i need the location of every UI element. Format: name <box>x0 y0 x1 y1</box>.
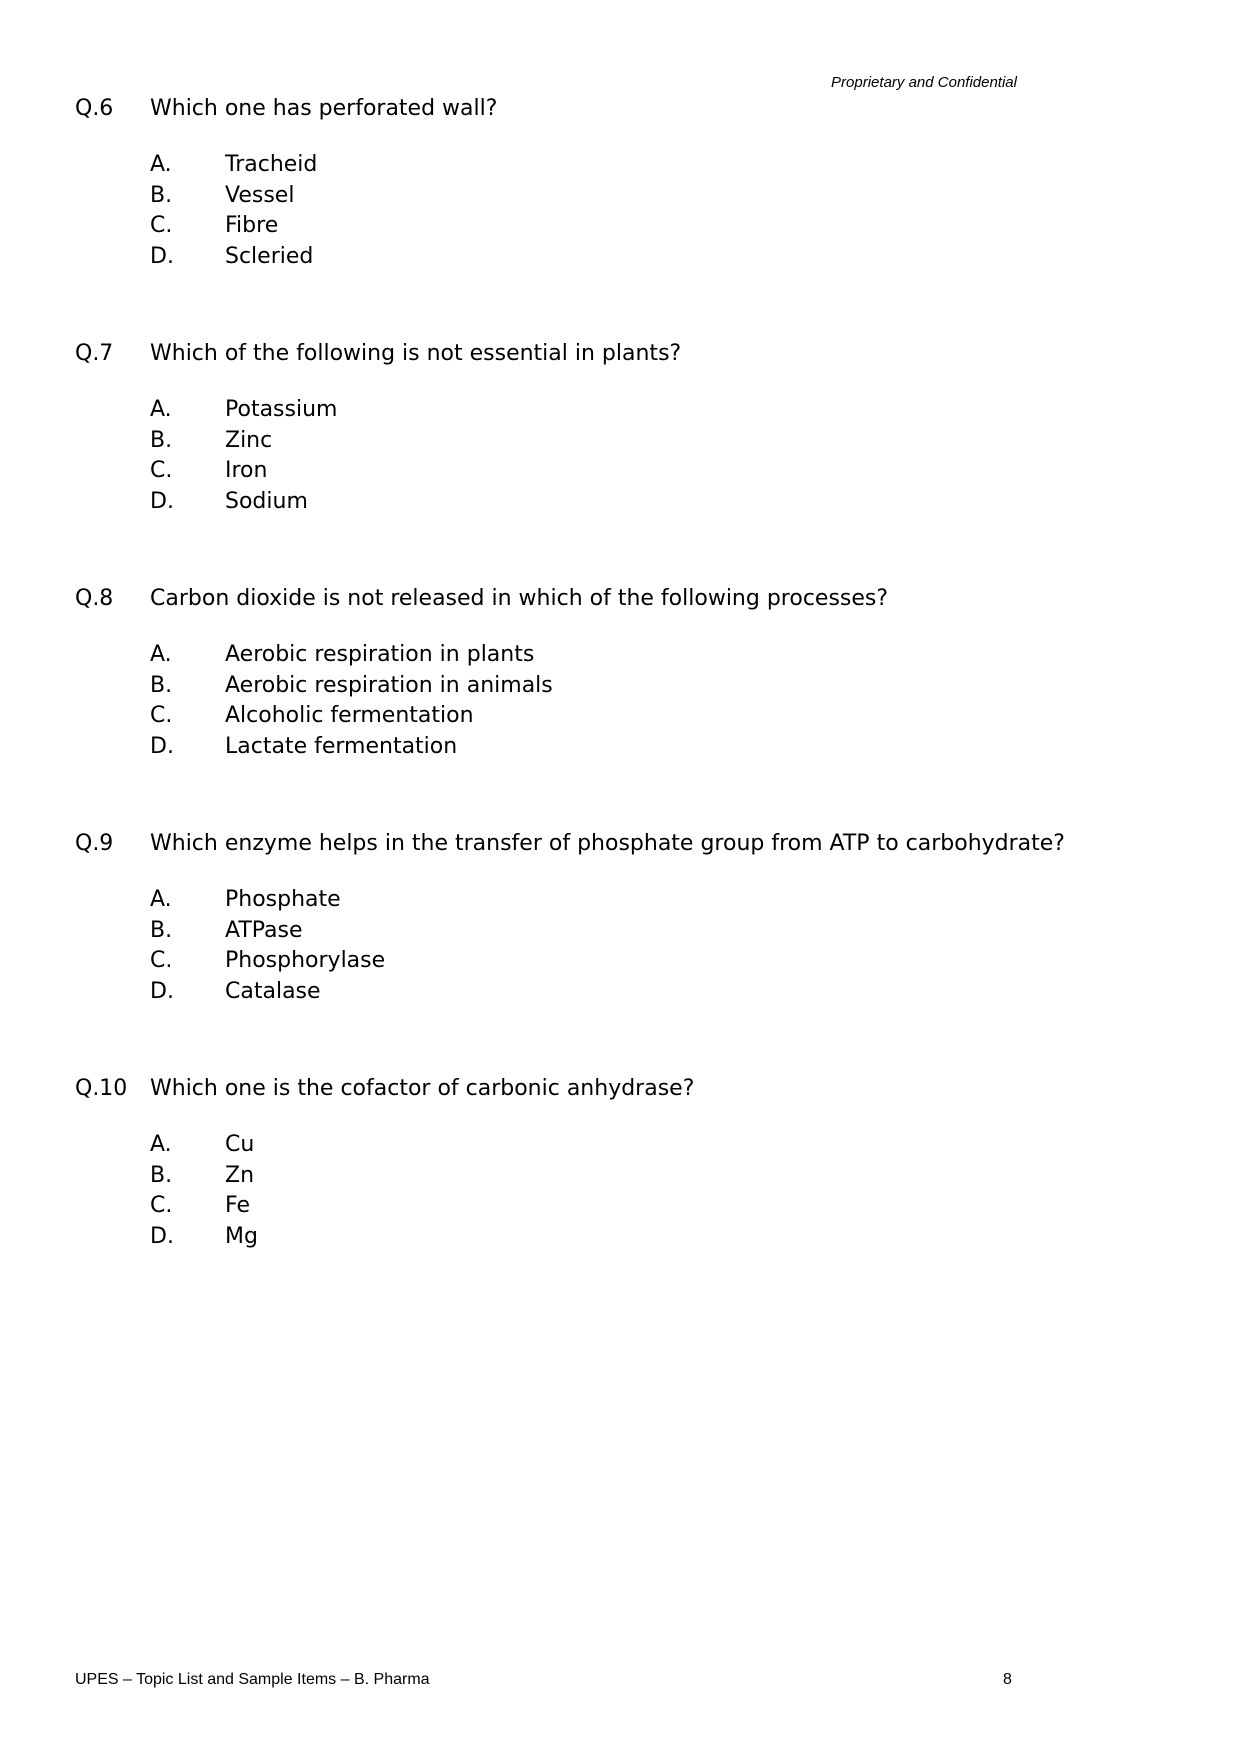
option-text: Mg <box>225 1224 258 1250</box>
option-item <box>150 701 1075 732</box>
option-item <box>150 671 1075 702</box>
option-letter: D. <box>150 489 174 515</box>
option-letter: C. <box>150 948 173 974</box>
option-letter: A. <box>150 152 172 177</box>
option-text: Phosphate <box>225 887 341 912</box>
question-line <box>75 584 1075 614</box>
option-letter: D. <box>150 979 174 1005</box>
option-letter: B. <box>150 917 173 943</box>
option-text: Fe <box>225 1193 250 1219</box>
option-text: Aerobic respiration in animals <box>225 672 553 698</box>
option-list <box>150 1130 1075 1253</box>
option-item <box>150 977 1075 1008</box>
option-letter: C. <box>150 458 173 484</box>
option-item <box>150 1191 1075 1222</box>
question-number: Q.7 <box>75 341 114 366</box>
option-letter: A. <box>150 1132 172 1157</box>
option-text: Scleried <box>225 244 314 270</box>
option-letter: B. <box>150 427 173 453</box>
question-q6 <box>75 94 1075 273</box>
option-letter: C. <box>150 1193 173 1219</box>
question-text: Carbon dioxide is not released in which of the following processes? <box>150 586 889 611</box>
option-text: Zinc <box>225 427 273 453</box>
option-item <box>150 181 1075 212</box>
option-letter: D. <box>150 244 174 270</box>
option-text: Fibre <box>225 213 279 239</box>
option-letter: D. <box>150 1224 174 1250</box>
option-item <box>150 242 1075 273</box>
option-item <box>150 456 1075 487</box>
option-letter: B. <box>150 672 173 698</box>
option-text: Catalase <box>225 979 321 1005</box>
option-text: Potassium <box>225 397 338 422</box>
option-list <box>150 150 1075 273</box>
option-item <box>150 1130 1075 1161</box>
option-item <box>150 1161 1075 1192</box>
page-number: 8 <box>1003 1671 1012 1688</box>
option-letter: B. <box>150 182 173 208</box>
question-q8 <box>75 584 1075 763</box>
option-list <box>150 885 1075 1008</box>
option-list <box>150 640 1075 763</box>
question-number: Q.10 <box>75 1076 128 1101</box>
question-number: Q.9 <box>75 831 114 856</box>
option-text: Aerobic respiration in plants <box>225 642 535 667</box>
option-text: ATPase <box>225 917 303 943</box>
confidential-note: Proprietary and Confidential <box>831 74 1017 91</box>
question-number: Q.8 <box>75 586 114 611</box>
option-text: Lactate fermentation <box>225 734 458 760</box>
option-item <box>150 916 1075 947</box>
question-q10 <box>75 1074 1075 1253</box>
question-q7 <box>75 339 1075 518</box>
question-q9 <box>75 829 1075 1008</box>
option-item <box>150 150 1075 181</box>
question-line <box>75 829 1075 859</box>
option-letter: D. <box>150 734 174 760</box>
option-text: Sodium <box>225 489 308 515</box>
option-letter: A. <box>150 887 172 912</box>
option-item <box>150 732 1075 763</box>
option-text: Zn <box>225 1162 255 1188</box>
question-text: Which one is the cofactor of carbonic anhydrase? <box>150 1076 695 1101</box>
question-number: Q.6 <box>75 96 114 121</box>
question-text: Which one has perforated wall? <box>150 96 498 121</box>
option-item <box>150 640 1075 671</box>
question-text: Which enzyme helps in the transfer of phosphate group from ATP to carbohydrate? <box>150 831 1065 856</box>
option-letter: C. <box>150 703 173 729</box>
question-line <box>75 1074 1075 1104</box>
option-text: Cu <box>225 1132 255 1157</box>
option-letter: A. <box>150 397 172 422</box>
option-text: Tracheid <box>225 152 318 177</box>
option-item <box>150 885 1075 916</box>
option-text: Iron <box>225 458 268 484</box>
option-text: Vessel <box>225 182 295 208</box>
option-letter: B. <box>150 1162 173 1188</box>
option-item <box>150 1222 1075 1253</box>
footer-title: UPES – Topic List and Sample Items – B. Pharma <box>75 1671 430 1688</box>
option-text: Phosphorylase <box>225 948 386 974</box>
option-item <box>150 395 1075 426</box>
option-text: Alcoholic fermentation <box>225 703 474 729</box>
question-line <box>75 94 1075 124</box>
option-item <box>150 487 1075 518</box>
question-text: Which of the following is not essential in plants? <box>150 341 682 366</box>
option-item <box>150 946 1075 977</box>
option-list <box>150 395 1075 518</box>
option-letter: A. <box>150 642 172 667</box>
option-item <box>150 426 1075 457</box>
option-letter: C. <box>150 213 173 239</box>
question-line <box>75 339 1075 369</box>
option-item <box>150 211 1075 242</box>
